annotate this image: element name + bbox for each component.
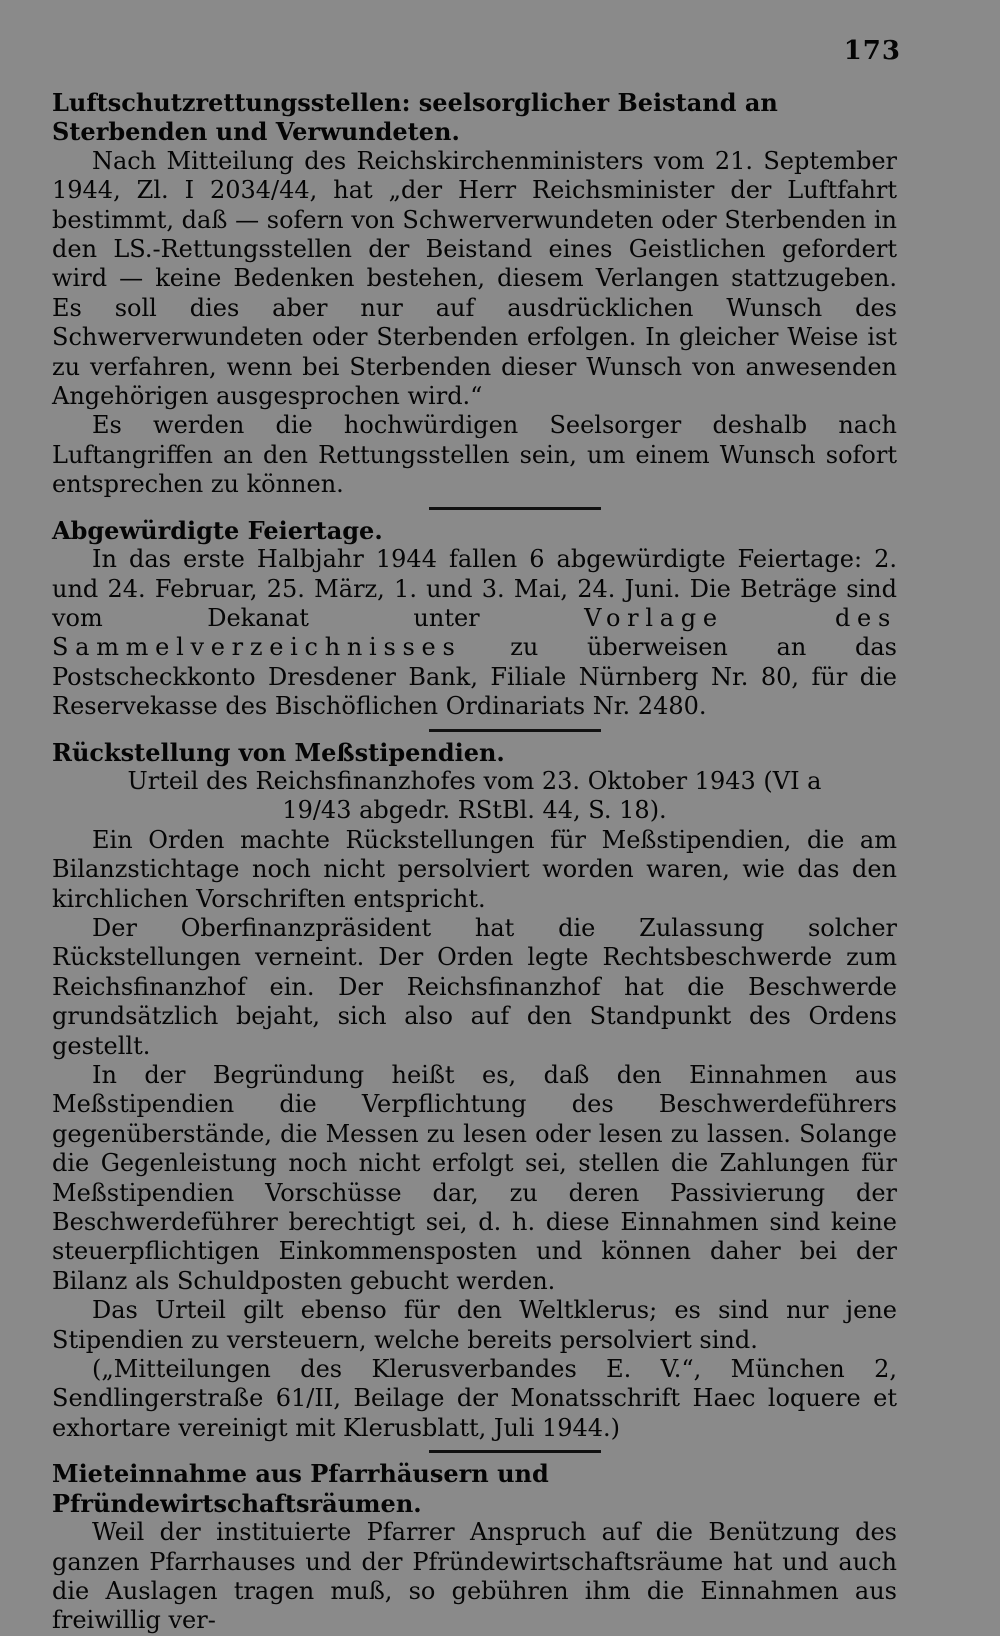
paragraph: Ein Orden machte Rückstellungen für Meßstipendien, die am Bilanzstichtage noch nicht persolviert worden waren, wie das den kirchlichen Vorschriften entspricht. — [52, 825, 897, 913]
page-number: 173 — [843, 36, 901, 66]
text-run: In das erste Halbjahr 1944 fallen 6 abgewürdigte Feiertage: 2. und 24. Februar, 25. März, 1. und 3. Mai, 24. Juni. Die Beträge sind vom Dekanat unter — [52, 545, 897, 632]
section-title-messstipendien: Rückstellung von Meßstipendien. — [52, 737, 505, 767]
paragraph: Der Oberfinanzpräsident hat die Zulassung solcher Rückstellungen verneint. Der Orden legte Rechtsbeschwerde zum Reichsfinanzhof ein. Der Reichsfinanzhof hat die Beschwerde grundsätzlich bejaht, sich also auf den Standpunkt des Ordens gestellt. — [52, 913, 897, 1060]
document-page — [52, 28, 901, 1635]
section-divider — [429, 507, 601, 510]
paragraph: Nach Mitteilung des Reichskirchenministers vom 21. September 1944, Zl. I 2034/44, hat „der Herr Reichsminister der Luftfahrt bestimmt, daß — sofern von Schwerverwundeten oder Sterbenden in den LS.-Rettungsstellen der Beistand eines Geistlichen gefordert wird — keine Bedenken bestehen, diesem Verlangen stattzugeben. Es soll dies aber nur auf ausdrücklichen Wunsch des Schwerverwundeten oder Sterbenden erfolgen. In gleicher Weise ist zu verfahren, wenn bei Sterbenden dieser Wunsch von anwesenden Angehörigen ausgesprochen wird.“ — [52, 146, 897, 411]
spaced-emphasis: Vorlage des Sammelverzeichnisses — [52, 603, 897, 662]
source-note: („Mitteilungen des Klerusverbandes E. V.“, München 2, Sendlingerstraße 61/II, Beilage der Monatsschrift Haec loquere et exhortare vereinigt mit Klerusblatt, Juli 1944.) — [52, 1355, 897, 1442]
paragraph: Es werden die hochwürdigen Seelsorger deshalb nach Luftangriffen an den Rettungsstellen sein, um einem Wunsch sofort entsprechen zu können. — [52, 411, 897, 499]
page-content — [52, 88, 897, 1636]
paragraph: In der Begründung heißt es, daß den Einnahmen aus Meßstipendien die Verpflichtung des Beschwerdeführers gegenüberstände, die Messen zu lesen oder lesen zu lassen. Solange die Gegenleistung noch nicht erfolgt sei, stellen die Zahlungen für Meßstipendien Vorschüsse dar, zu deren Passivierung der Beschwerdeführer berechtigt sei, d. h. diese Einnahmen sind keine steuerpflichtigen Einkommensposten und können daher bei der Bilanz als Schuldposten gebucht werden. — [52, 1061, 897, 1295]
paragraph — [52, 545, 897, 721]
judgment-citation: Urteil des Reichsfinanzhofes vom 23. Oktober 1943 (VI a 19/43 abgedr. RStBl. 44, S. 18). — [127, 766, 822, 825]
paragraph: Weil der instituierte Pfarrer Anspruch auf die Benützung des ganzen Pfarrhauses und der Pfründewirtschaftsräume hat und auch die Auslagen tragen muß, so gebühren ihm die Einnahmen aus freiwillig ver- — [52, 1518, 897, 1635]
section-divider — [429, 1450, 601, 1453]
paragraph: Das Urteil gilt ebenso für den Weltklerus; es sind nur jene Stipendien zu versteuern, welche bereits persolviert sind. — [52, 1296, 897, 1354]
section-title-feiertage: Abgewürdigte Feiertage. — [52, 515, 383, 545]
text-run: zu überweisen an das Postscheckkonto Dresdener Bank, Filiale Nürnberg Nr. 80, für die Reservekasse des Bischöflichen Ordinariats Nr. 2480. — [52, 633, 897, 721]
section-title-luftschutz: Luftschutzrettungsstellen: seelsorglicher Beistand an Sterbenden und Verwundeten. — [52, 88, 778, 147]
section-title-mieteinnahme: Mieteinnahme aus Pfarrhäusern und Pfründewirtschaftsräumen. — [52, 1459, 549, 1518]
section-divider — [429, 729, 601, 732]
